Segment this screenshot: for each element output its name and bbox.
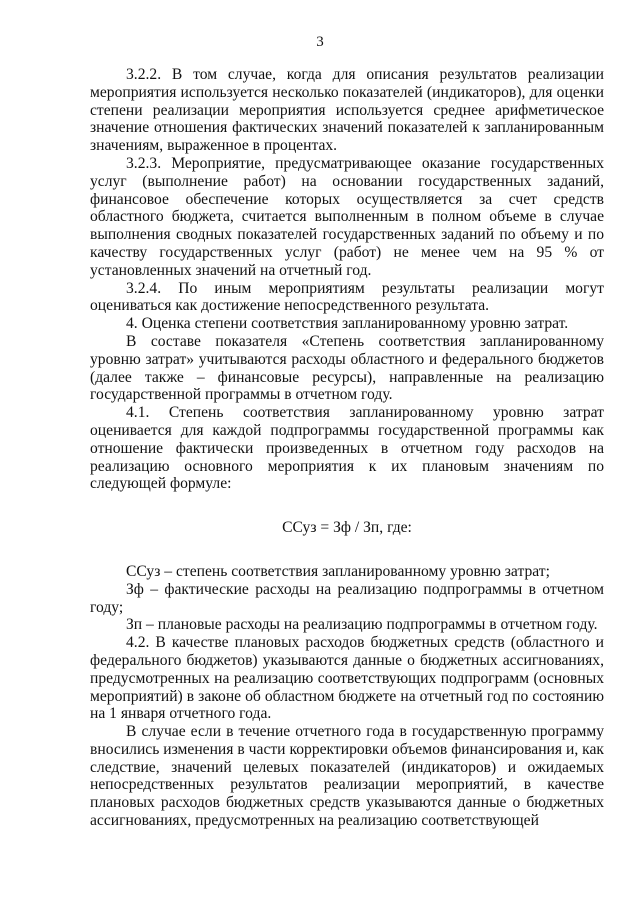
paragraph-3-2-3: 3.2.3. Мероприятие, предусматривающее оказание государственных услуг (выполнение работ) на основании государственных заданий, финансовое обеспечение которых осуществляется за счет средств областного бюджета, считается выполненным в полном объеме в случае выполнения сводных показателей государственных заданий по объему и по качеству государственных услуг (работ) не менее чем на 95 % от установленных значений на отчетный год. (90, 154, 604, 279)
paragraph-changes: В случае если в течение отчетного года в государственную программу вносились изменения в части корректировки объемов финансирования и, как следствие, значений целевых показателей (индикаторов) и ожидаемых непосредственных результатов реализации мероприятий, в качестве плановых расходов бюджетных средств указываются данные о бюджетных ассигнованиях, предусмотренных на реализацию соответствующей (90, 723, 604, 830)
definition-zp: Зп – плановые расходы на реализацию подпрограммы в отчетном году. (126, 616, 598, 634)
section-heading-4: 4. Оценка степени соответствия запланированному уровню затрат. (126, 315, 569, 333)
page-number: 3 (316, 34, 324, 50)
document-body (90, 66, 604, 830)
definition-zf: Зф – фактические расходы на реализацию подпрограммы в отчетном году; (90, 580, 604, 616)
paragraph-4-2: 4.2. В качестве плановых расходов бюджетных средств (областного и федерального бюджетов) указываются данные о бюджетных ассигнованиях, предусмотренных на реализацию соответствующих подпрограмм (основных мероприятий) в законе об областном бюджете на отчетный год по состоянию на 1 января отчетного года. (90, 634, 604, 723)
paragraph-section-4-intro: В составе показателя «Степень соответствия запланированному уровню затрат» учитываются расходы областного и федерального бюджетов (далее также – финансовые ресурсы), направленные на реализацию государственной программы в отчетном году. (90, 332, 604, 404)
paragraph-3-2-2: 3.2.2. В том случае, когда для описания результатов реализации мероприятия используется несколько показателей (индикаторов), для оценки степени реализации мероприятия используется среднее арифметическое значение отношения фактических значений показателей к запланированным значениям, выраженное в процентах. (90, 66, 604, 155)
paragraph-3-2-4: 3.2.4. По иным мероприятиям результаты реализации могут оцениваться как достижение непосредственного результата. (90, 279, 604, 315)
formula: ССуз = Зф / Зп, где: (282, 519, 412, 537)
paragraph-4-1: 4.1. Степень соответствия запланированному уровню затрат оценивается для каждой подпрограммы государственной программы как отношение фактически произведенных в отчетном году расходов на реализацию основного мероприятия к их плановым значениям по следующей формуле: (90, 404, 604, 493)
definition-ssuz: ССуз – степень соответствия запланированному уровню затрат; (126, 562, 550, 580)
